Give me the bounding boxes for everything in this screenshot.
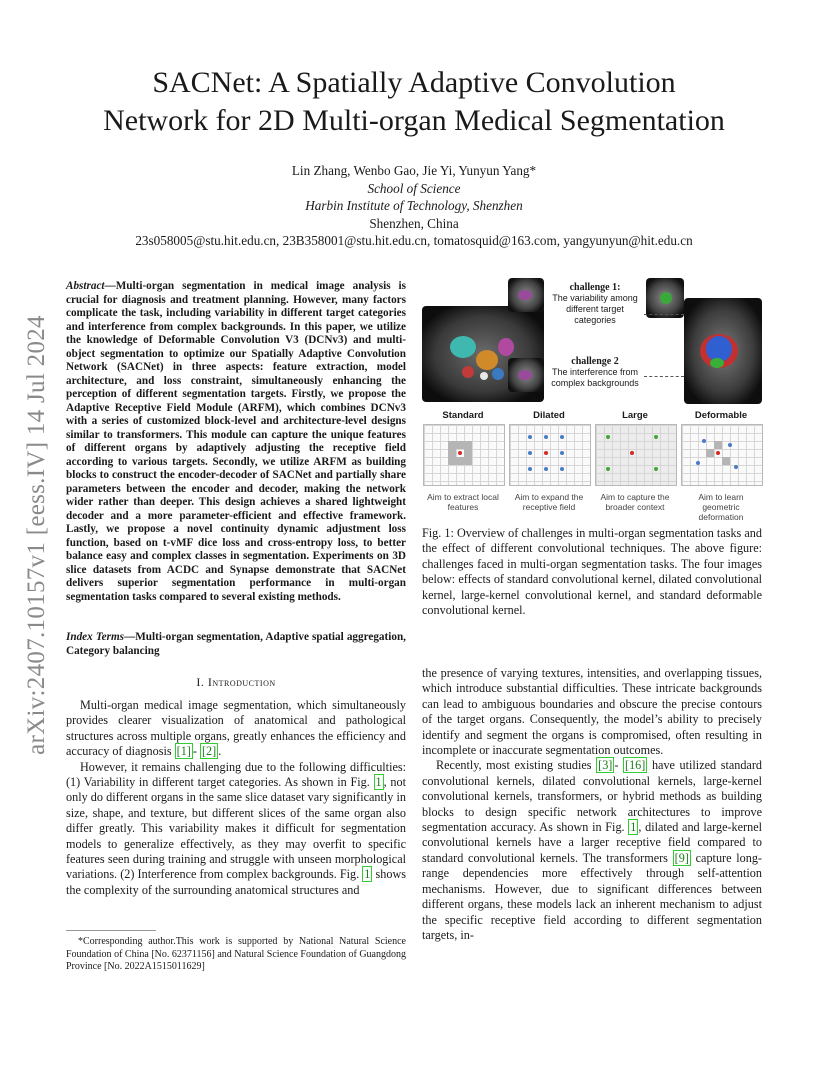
right-p2-text-e: capture long-range dependencies more effectively through self-attention mechanisms. However, due to significant differences between different organs, these models lack an inherent mechanism to adjust the specific receptive field according to different segmentation targets, in- xyxy=(422,850,762,942)
ct-scan-thumb-1 xyxy=(508,278,544,312)
citation-link[interactable]: [16] xyxy=(625,758,646,773)
kernel-sample-dot xyxy=(528,435,532,439)
figure-link[interactable]: 1 xyxy=(630,820,637,835)
index-terms xyxy=(66,631,406,658)
arxiv-identifier-text: arXiv:2407.10157v1 [eess.IV] 14 Jul 2024 xyxy=(23,315,50,755)
figure-link[interactable]: 1 xyxy=(364,867,371,882)
kernel-sample-dot xyxy=(606,435,610,439)
section-heading-introduction: I. Introduction xyxy=(196,675,276,689)
intro-p2-text-c: shows the complexity of the surrounding anatomical structures and xyxy=(66,867,406,897)
grid-cell-shaded xyxy=(456,441,464,449)
kernel-sample-dot xyxy=(528,467,532,471)
organ-liver xyxy=(450,336,476,358)
citation-link[interactable]: [3] xyxy=(598,758,613,773)
kernel-sample-dot xyxy=(702,439,706,443)
thumb-organ xyxy=(518,290,532,300)
abstract-label: Abstract xyxy=(66,280,105,292)
kernel-caption: Aim to capture the broader context xyxy=(600,492,670,512)
author-names: Lin Zhang, Wenbo Gao, Jie Yi, Yunyun Yang* xyxy=(291,163,537,178)
grid-cell-shaded xyxy=(706,449,714,457)
thumb-organ xyxy=(518,370,532,380)
kernel-sample-dot xyxy=(560,467,564,471)
organ-stomach xyxy=(476,350,498,370)
citation-link[interactable]: [2] xyxy=(201,744,217,759)
challenge-2-description: The interference from complex backgrounds xyxy=(551,367,639,388)
figure-1 xyxy=(422,276,762,522)
index-terms-label: Index Terms xyxy=(66,631,125,643)
kernel-grid-standard xyxy=(423,424,505,486)
kernel-panel-standard xyxy=(422,410,504,518)
grid-cell-shaded xyxy=(448,457,456,465)
citation-link[interactable]: [1] xyxy=(176,744,191,759)
arxiv-identifier xyxy=(12,300,62,770)
abstract-text: —Multi-organ segmentation in medical image analysis is crucial for diagnosis and treatment planning. However, many factors complicate the task, including variability in different target categories and interference from complex backgrounds. In this paper, we utilize the knowledge of Deformable Convolution V3 (DCNv3) and multi-object segmentation to optimize our Spatially Adaptive Convolution Network (SACNet) in three aspects: feature extraction, model architecture, and loss constraint, simultaneously enhancing the perception of different segmentation targets. Firstly, we propose the Adaptive Receptive Field Module (ARFM), which combines DCNv3 with a series of customized block-level and architecture-level designs similar to transformers. This module can capture the unique features of different organs by adaptively adjusting the receptive field according to various targets. Secondly, we utilize ARFM as building blocks to construct the encoder-decoder of SACNet and partially share parameters between the encoder and decoder, making the network wider rather than deeper. This design achieves a shared lightweight decoder and a more parameter-efficient and effective framework. Lastly, we propose a novel continuity dynamic adjustment loss function, based on t-vMF dice loss and cross-entropy loss, to better balance easy and complex classes in segmentation. Experiments on 3D slice datasets from ACDC and Synapse demonstrate that SACNet delivers superior segmentation performance in multi-organ segmentation tasks compared to several existing methods. xyxy=(66,280,406,603)
grid-cell-shaded xyxy=(464,441,472,449)
intro-paragraph-2 xyxy=(66,760,406,899)
kernel-sample-dot xyxy=(734,465,738,469)
author-block xyxy=(60,162,768,250)
intro-p1-text-b: - xyxy=(192,744,200,759)
arrow-connector xyxy=(644,376,684,377)
kernel-grid-dilated xyxy=(509,424,591,486)
kernel-name: Dilated xyxy=(533,410,565,421)
kernel-sample-dot xyxy=(654,467,658,471)
intro-p1-text-end: . xyxy=(218,744,222,759)
kernel-sample-dot xyxy=(654,435,658,439)
right-p2-text-b: - xyxy=(614,758,624,773)
thumb-organ xyxy=(660,292,672,304)
right-p2-text-c: have utilized standard convolutional kernels, dilated convolutional kernels, large-kernel convolutional kernels, transformers, or hybrid methods as building blocks to design specific network architectures to improve segmentation accuracy. As shown in Fig. xyxy=(422,758,762,835)
paper-title xyxy=(60,64,768,140)
right-p2-text-a: Recently, most existing studies xyxy=(436,758,597,773)
footnote-text: *Corresponding author.This work is supported by National Natural Science Foundation of China [No. 62371156] and Natural Science Foundation of Guangdong Province [No. 2022A1515011629] xyxy=(66,936,406,973)
challenge-2-title: challenge 2 xyxy=(571,356,619,367)
footnote xyxy=(66,936,406,974)
kernel-center-dot xyxy=(716,451,720,455)
grid-cell-shaded xyxy=(456,457,464,465)
intro-p2-text-b: , not only do different organs in the same slice dataset vary significantly in size, shape, and texture, but different slices of the same organ also differ greatly. This variability makes it difficult for segmentation models to generalize effectively, as they may overfit to specific features seen during training and struggle with unseen morphological variations. (2) Interference from complex backgrounds. Fig. xyxy=(66,775,406,882)
kernel-sample-dot xyxy=(606,467,610,471)
ct-scan-thumb-3 xyxy=(646,278,684,318)
organ-spleen xyxy=(498,338,514,356)
grid-cell-shaded xyxy=(448,449,456,457)
figure-link[interactable]: 1 xyxy=(375,775,382,790)
author-city: Shenzhen, China xyxy=(369,215,459,231)
abstract xyxy=(66,280,406,604)
grid-cell-shaded xyxy=(448,441,456,449)
kernel-sample-dot xyxy=(544,435,548,439)
challenge-2-label xyxy=(546,356,644,389)
intro-p2-text-a: However, it remains challenging due to the following difficulties: (1) Variability in different target categories. As shown in Fig. xyxy=(66,759,406,790)
grid-cell-shaded xyxy=(714,441,722,449)
kernel-name: Deformable xyxy=(694,410,748,421)
ct-scan-thumb-2 xyxy=(508,358,544,392)
kernel-panel-deformable xyxy=(680,410,762,522)
kernel-sample-dot xyxy=(728,443,732,447)
kernel-caption: Aim to expand the receptive field xyxy=(514,492,584,512)
kernel-center-dot xyxy=(630,451,634,455)
title-line-1: SACNet: A Spatially Adaptive Convolution xyxy=(152,66,676,99)
kernel-panel-dilated xyxy=(508,410,590,518)
kernel-caption: Aim to learn geometric deformation xyxy=(698,492,744,522)
right-p2-text-d: , dilated and large-kernel convolutional kernels have a larger receptive field compared to standard convolutional kernels. The transformers xyxy=(422,820,762,865)
author-school: School of Science xyxy=(367,180,461,196)
intro-paragraph-1 xyxy=(66,698,406,760)
challenge-1-label xyxy=(546,282,644,326)
kernel-comparison xyxy=(422,410,762,522)
author-institute: Harbin Institute of Technology, Shenzhen xyxy=(305,198,523,213)
arrow-connector xyxy=(644,314,684,315)
intro-p1-text-a: Multi-organ medical image segmentation, which simultaneously provides clearer visualization of anatomical and pathological structures across multiple organs, greatly enhances the efficiency and accuracy of diagnosis xyxy=(66,698,406,759)
index-terms-text: —Multi-organ segmentation, Adaptive spatial aggregation, Category balancing xyxy=(66,631,406,657)
kernel-center-dot xyxy=(458,451,462,455)
introduction-body-continued xyxy=(422,666,762,943)
figure-challenges xyxy=(422,276,762,404)
introduction-body xyxy=(66,698,406,898)
title-line-2: Network for 2D Multi-organ Medical Segmentation xyxy=(103,104,725,137)
kernel-grid-deformable xyxy=(681,424,763,486)
kernel-center-dot xyxy=(544,451,548,455)
grid-cell-shaded xyxy=(464,449,472,457)
challenge-1-title: challenge 1: xyxy=(569,282,621,293)
kernel-sample-dot xyxy=(528,451,532,455)
figure-1-caption: Fig. 1: Overview of challenges in multi-organ segmentation tasks and the effect of different convolutional techniques. The above figure: challenges faced in multi-organ segmentation tasks. The four images below: effects of standard convolutional kernel, dilated convolutional kernel, large-kernel convolutional kernel, and standard deformable convolutional kernel. xyxy=(422,526,762,618)
kernel-panel-large xyxy=(594,410,676,518)
kernel-sample-dot xyxy=(696,461,700,465)
footnote-rule xyxy=(66,930,156,931)
kernel-name: Standard xyxy=(442,410,484,421)
grid-cell-shaded xyxy=(464,457,472,465)
challenge-1-description: The variability among different target categories xyxy=(552,293,638,325)
right-paragraph-2 xyxy=(422,758,762,943)
kernel-name: Large xyxy=(622,410,648,421)
citation-link[interactable]: [9] xyxy=(674,850,689,865)
right-paragraph-1: the presence of varying textures, intensities, and overlapping tissues, which introduce substantial difficulties. These intricate backgrounds can lead to ambiguous boundaries and obscure the precise contours of the target organs. Consequently, the model’s ability to precisely identify and segment the organs is compromised, often resulting in incomplete or inaccurate segmentation outcomes. xyxy=(422,666,762,758)
kernel-sample-dot xyxy=(560,435,564,439)
kernel-sample-dot xyxy=(544,467,548,471)
author-emails: 23s058005@stu.hit.edu.cn, 23B358001@stu.hit.edu.cn, tomatosquid@163.com, yangyunyun@hit.edu.cn xyxy=(135,233,693,248)
organ-kidney-right xyxy=(492,368,504,380)
organ-spine xyxy=(480,372,488,380)
ct-scan-image-right xyxy=(684,298,762,404)
kernel-grid-large xyxy=(595,424,677,486)
organ-highlight-green xyxy=(710,358,724,368)
kernel-caption: Aim to extract local features xyxy=(427,492,499,512)
kernel-sample-dot xyxy=(560,451,564,455)
grid-cell-shaded xyxy=(722,457,730,465)
organ-kidney-left xyxy=(462,366,474,378)
